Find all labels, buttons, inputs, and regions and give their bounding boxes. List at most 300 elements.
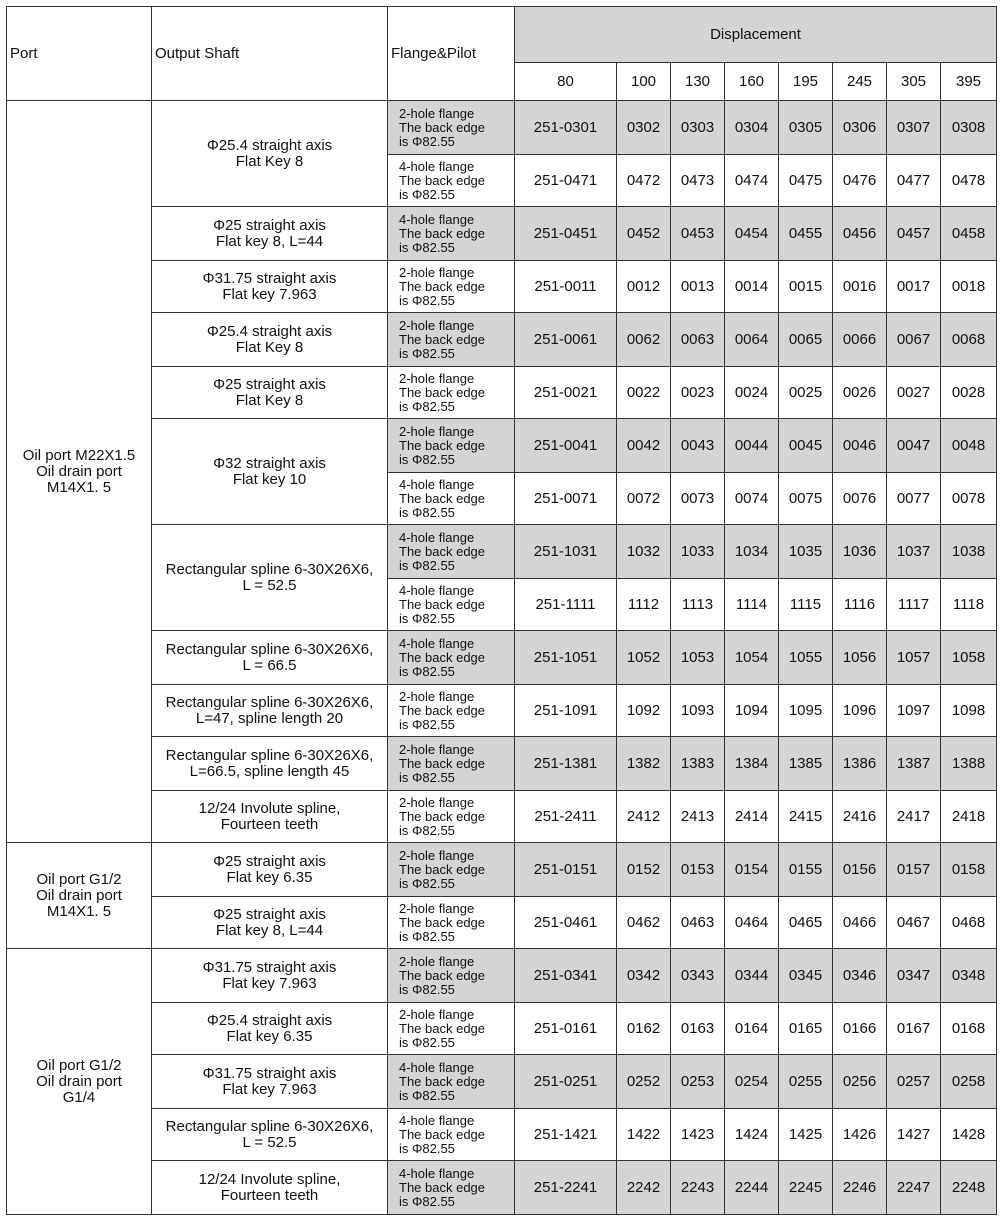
part-code-cell: 0076 — [833, 473, 887, 525]
header-displacement: Displacement — [515, 7, 997, 63]
flange-line: The back edge — [399, 490, 486, 506]
part-code-cell: 0162 — [617, 1003, 671, 1055]
part-code-cell: 2417 — [887, 791, 941, 843]
flange-line: The back edge — [399, 543, 486, 559]
output-shaft-cell — [152, 843, 388, 897]
table-row — [7, 261, 997, 313]
part-code-cell: 2418 — [941, 791, 997, 843]
part-code-cell: 2243 — [671, 1161, 725, 1215]
part-code-cell: 0254 — [725, 1055, 779, 1109]
part-code-cell: 0342 — [617, 949, 671, 1003]
output-shaft-line: Flat key 8, L=44 — [215, 232, 324, 250]
part-code-cell: 0303 — [671, 101, 725, 155]
displacement-80: 80 — [515, 63, 617, 101]
flange-line: 2-hole flange — [399, 741, 475, 757]
output-shaft-cell — [152, 1109, 388, 1161]
output-shaft-cell — [152, 1055, 388, 1109]
part-code-cell: 1054 — [725, 631, 779, 685]
product-table — [6, 6, 997, 1215]
part-code-cell: 2246 — [833, 1161, 887, 1215]
output-shaft-line: Fourteen teeth — [220, 1186, 319, 1204]
flange-pilot-cell — [388, 207, 515, 261]
output-shaft-line: Rectangular spline 6-30X26X6, — [165, 640, 374, 658]
displacement-195: 195 — [779, 63, 833, 101]
part-code-cell: 251-0061 — [515, 313, 617, 367]
port-line: G1/4 — [62, 1088, 96, 1106]
output-shaft-line: Flat key 7.963 — [222, 1080, 317, 1098]
header-output-shaft: Output Shaft — [152, 7, 388, 101]
table-row — [7, 419, 997, 473]
part-code-cell: 0302 — [617, 101, 671, 155]
table-row — [7, 1109, 997, 1161]
flange-pilot-cell — [388, 1109, 515, 1161]
flange-line: is Φ82.55 — [399, 1087, 455, 1103]
table-row — [7, 1055, 997, 1109]
output-shaft-line: Φ25.4 straight axis — [206, 136, 333, 154]
part-code-cell: 1035 — [779, 525, 833, 579]
table-row — [7, 791, 997, 843]
part-code-cell: 1115 — [779, 579, 833, 631]
part-code-cell: 0343 — [671, 949, 725, 1003]
part-code-cell: 0258 — [941, 1055, 997, 1109]
flange-line: 4-hole flange — [399, 476, 475, 492]
output-shaft-line: Flat key 6.35 — [226, 868, 313, 886]
output-shaft-cell — [152, 207, 388, 261]
flange-line: 2-hole flange — [399, 370, 475, 386]
flange-pilot-cell — [388, 367, 515, 419]
part-code-cell: 1037 — [887, 525, 941, 579]
part-code-cell: 1052 — [617, 631, 671, 685]
part-code-cell: 1384 — [725, 737, 779, 791]
flange-line: 2-hole flange — [399, 953, 475, 969]
part-code-cell: 251-0161 — [515, 1003, 617, 1055]
flange-line: is Φ82.55 — [399, 345, 455, 361]
port-line: Oil port G1/2 — [36, 1056, 122, 1074]
output-shaft-line: Flat key 10 — [232, 470, 307, 488]
part-code-cell: 0023 — [671, 367, 725, 419]
table-row — [7, 949, 997, 1003]
part-code-cell: 0452 — [617, 207, 671, 261]
port-cell — [7, 949, 152, 1215]
table-body — [7, 101, 997, 1215]
part-code-cell: 2413 — [671, 791, 725, 843]
part-code-cell: 251-1031 — [515, 525, 617, 579]
flange-line: 4-hole flange — [399, 211, 475, 227]
flange-pilot-cell — [388, 473, 515, 525]
part-code-cell: 1112 — [617, 579, 671, 631]
part-code-cell: 0022 — [617, 367, 671, 419]
port-line: M14X1. 5 — [46, 902, 112, 920]
output-shaft-line: L = 52.5 — [242, 1133, 297, 1151]
flange-line: The back edge — [399, 1073, 486, 1089]
output-shaft-line: L = 66.5 — [242, 656, 297, 674]
part-code-cell: 1113 — [671, 579, 725, 631]
table-row — [7, 737, 997, 791]
output-shaft-line: Φ31.75 straight axis — [202, 1064, 337, 1082]
part-code-cell: 0477 — [887, 155, 941, 207]
part-code-cell: 0466 — [833, 897, 887, 949]
part-code-cell: 0304 — [725, 101, 779, 155]
part-code-cell: 0065 — [779, 313, 833, 367]
flange-line: The back edge — [399, 331, 486, 347]
flange-line: The back edge — [399, 649, 486, 665]
part-code-cell: 0072 — [617, 473, 671, 525]
part-code-cell: 0062 — [617, 313, 671, 367]
flange-line: 4-hole flange — [399, 635, 475, 651]
part-code-cell: 0042 — [617, 419, 671, 473]
output-shaft-line: Φ31.75 straight axis — [202, 958, 337, 976]
part-code-cell: 0307 — [887, 101, 941, 155]
port-cell — [7, 101, 152, 843]
output-shaft-line: Flat Key 8 — [235, 152, 304, 170]
output-shaft-cell — [152, 791, 388, 843]
part-code-cell: 0015 — [779, 261, 833, 313]
output-shaft-cell — [152, 419, 388, 525]
part-code-cell: 0454 — [725, 207, 779, 261]
part-code-cell: 0017 — [887, 261, 941, 313]
output-shaft-line: Flat Key 8 — [235, 391, 304, 409]
part-code-cell: 0152 — [617, 843, 671, 897]
part-code-cell: 1116 — [833, 579, 887, 631]
output-shaft-cell — [152, 1161, 388, 1215]
part-code-cell: 1426 — [833, 1109, 887, 1161]
table-row — [7, 1161, 997, 1215]
flange-line: is Φ82.55 — [399, 981, 455, 997]
output-shaft-line: L=66.5, spline length 45 — [189, 762, 350, 780]
part-code-cell: 0306 — [833, 101, 887, 155]
port-line: Oil port M22X1.5 — [22, 446, 136, 464]
output-shaft-line: Φ25.4 straight axis — [206, 322, 333, 340]
part-code-cell: 2414 — [725, 791, 779, 843]
part-code-cell: 0257 — [887, 1055, 941, 1109]
part-code-cell: 251-0341 — [515, 949, 617, 1003]
output-shaft-line: Φ25.4 straight axis — [206, 1011, 333, 1029]
part-code-cell: 0253 — [671, 1055, 725, 1109]
part-code-cell: 1423 — [671, 1109, 725, 1161]
part-code-cell: 251-0251 — [515, 1055, 617, 1109]
flange-line: The back edge — [399, 1179, 486, 1195]
part-code-cell: 1382 — [617, 737, 671, 791]
flange-pilot-cell — [388, 949, 515, 1003]
table-row — [7, 685, 997, 737]
flange-line: is Φ82.55 — [399, 292, 455, 308]
part-code-cell: 0473 — [671, 155, 725, 207]
flange-line: is Φ82.55 — [399, 186, 455, 202]
flange-line: The back edge — [399, 1020, 486, 1036]
flange-line: The back edge — [399, 702, 486, 718]
part-code-cell: 0468 — [941, 897, 997, 949]
part-code-cell: 1385 — [779, 737, 833, 791]
flange-line: is Φ82.55 — [399, 239, 455, 255]
table-row — [7, 631, 997, 685]
flange-pilot-cell — [388, 261, 515, 313]
flange-line: is Φ82.55 — [399, 1034, 455, 1050]
flange-line: is Φ82.55 — [399, 875, 455, 891]
output-shaft-cell — [152, 949, 388, 1003]
part-code-cell: 1424 — [725, 1109, 779, 1161]
part-code-cell: 2242 — [617, 1161, 671, 1215]
part-code-cell: 0476 — [833, 155, 887, 207]
part-code-cell: 2247 — [887, 1161, 941, 1215]
part-code-cell: 0158 — [941, 843, 997, 897]
part-code-cell: 1097 — [887, 685, 941, 737]
output-shaft-line: Φ25 straight axis — [213, 905, 326, 923]
displacement-160: 160 — [725, 63, 779, 101]
flange-pilot-cell — [388, 791, 515, 843]
output-shaft-line: Φ25 straight axis — [213, 375, 326, 393]
flange-line: The back edge — [399, 808, 486, 824]
part-code-cell: 0066 — [833, 313, 887, 367]
output-shaft-line: Φ25 straight axis — [213, 852, 326, 870]
flange-pilot-cell — [388, 897, 515, 949]
part-code-cell: 0456 — [833, 207, 887, 261]
part-code-cell: 1094 — [725, 685, 779, 737]
flange-line: 2-hole flange — [399, 264, 475, 280]
part-code-cell: 0078 — [941, 473, 997, 525]
flange-line: 2-hole flange — [399, 317, 475, 333]
flange-pilot-cell — [388, 579, 515, 631]
part-code-cell: 2415 — [779, 791, 833, 843]
displacement-245: 245 — [833, 63, 887, 101]
output-shaft-cell — [152, 1003, 388, 1055]
part-code-cell: 2244 — [725, 1161, 779, 1215]
output-shaft-cell — [152, 737, 388, 791]
part-code-cell: 251-0071 — [515, 473, 617, 525]
part-code-cell: 0075 — [779, 473, 833, 525]
part-code-cell: 0068 — [941, 313, 997, 367]
part-code-cell: 1033 — [671, 525, 725, 579]
header-flange-pilot: Flange&Pilot — [388, 7, 515, 101]
flange-line: 2-hole flange — [399, 105, 475, 121]
part-code-cell: 1038 — [941, 525, 997, 579]
output-shaft-line: L=47, spline length 20 — [195, 709, 344, 727]
part-code-cell: 0475 — [779, 155, 833, 207]
flange-line: 2-hole flange — [399, 847, 475, 863]
part-code-cell: 0462 — [617, 897, 671, 949]
part-code-cell: 0156 — [833, 843, 887, 897]
part-code-cell: 0348 — [941, 949, 997, 1003]
output-shaft-cell — [152, 367, 388, 419]
part-code-cell: 0163 — [671, 1003, 725, 1055]
part-code-cell: 1036 — [833, 525, 887, 579]
table-row — [7, 897, 997, 949]
output-shaft-cell — [152, 897, 388, 949]
part-code-cell: 0013 — [671, 261, 725, 313]
flange-line: 2-hole flange — [399, 900, 475, 916]
part-code-cell: 0255 — [779, 1055, 833, 1109]
flange-line: 2-hole flange — [399, 688, 475, 704]
flange-line: 4-hole flange — [399, 1112, 475, 1128]
part-code-cell: 1032 — [617, 525, 671, 579]
part-code-cell: 0164 — [725, 1003, 779, 1055]
part-code-cell: 251-1111 — [515, 579, 617, 631]
output-shaft-line: L = 52.5 — [242, 576, 297, 594]
part-code-cell: 0154 — [725, 843, 779, 897]
part-code-cell: 1093 — [671, 685, 725, 737]
table-row — [7, 101, 997, 155]
flange-line: is Φ82.55 — [399, 504, 455, 520]
part-code-cell: 2248 — [941, 1161, 997, 1215]
output-shaft-cell — [152, 685, 388, 737]
output-shaft-line: Φ25 straight axis — [213, 216, 326, 234]
flange-pilot-cell — [388, 313, 515, 367]
part-code-cell: 1096 — [833, 685, 887, 737]
flange-line: The back edge — [399, 1126, 486, 1142]
part-code-cell: 1053 — [671, 631, 725, 685]
part-code-cell: 251-1051 — [515, 631, 617, 685]
port-line: Oil drain port — [36, 886, 122, 904]
port-line: Oil port G1/2 — [36, 870, 122, 888]
part-code-cell: 0455 — [779, 207, 833, 261]
part-code-cell: 1055 — [779, 631, 833, 685]
output-shaft-cell — [152, 261, 388, 313]
flange-line: is Φ82.55 — [399, 398, 455, 414]
part-code-cell: 0046 — [833, 419, 887, 473]
part-code-cell: 251-0011 — [515, 261, 617, 313]
flange-pilot-cell — [388, 631, 515, 685]
flange-line: The back edge — [399, 755, 486, 771]
part-code-cell: 0047 — [887, 419, 941, 473]
part-code-cell: 0028 — [941, 367, 997, 419]
part-code-cell: 0063 — [671, 313, 725, 367]
flange-line: The back edge — [399, 225, 486, 241]
part-code-cell: 0345 — [779, 949, 833, 1003]
flange-line: 4-hole flange — [399, 1165, 475, 1181]
flange-line: 2-hole flange — [399, 794, 475, 810]
output-shaft-line: Φ32 straight axis — [213, 454, 326, 472]
part-code-cell: 0463 — [671, 897, 725, 949]
part-code-cell: 2245 — [779, 1161, 833, 1215]
flange-pilot-cell — [388, 1161, 515, 1215]
output-shaft-line: Flat Key 8 — [235, 338, 304, 356]
table-row — [7, 367, 997, 419]
part-code-cell: 251-2411 — [515, 791, 617, 843]
part-code-cell: 0256 — [833, 1055, 887, 1109]
part-code-cell: 1427 — [887, 1109, 941, 1161]
part-code-cell: 1386 — [833, 737, 887, 791]
part-code-cell: 0165 — [779, 1003, 833, 1055]
part-code-cell: 1114 — [725, 579, 779, 631]
flange-line: The back edge — [399, 596, 486, 612]
part-code-cell: 0166 — [833, 1003, 887, 1055]
flange-line: is Φ82.55 — [399, 133, 455, 149]
part-code-cell: 0474 — [725, 155, 779, 207]
output-shaft-line: Flat key 7.963 — [222, 285, 317, 303]
part-code-cell: 0018 — [941, 261, 997, 313]
part-code-cell: 1383 — [671, 737, 725, 791]
flange-pilot-cell — [388, 685, 515, 737]
part-code-cell: 0043 — [671, 419, 725, 473]
header-port: Port — [7, 7, 152, 101]
part-code-cell: 251-0471 — [515, 155, 617, 207]
output-shaft-line: Flat key 7.963 — [222, 974, 317, 992]
flange-line: The back edge — [399, 914, 486, 930]
table-row — [7, 843, 997, 897]
output-shaft-line: 12/24 Involute spline, — [198, 1170, 341, 1188]
part-code-cell: 1095 — [779, 685, 833, 737]
part-code-cell: 251-0151 — [515, 843, 617, 897]
table-row — [7, 525, 997, 579]
flange-pilot-cell — [388, 843, 515, 897]
displacement-100: 100 — [617, 63, 671, 101]
flange-line: 4-hole flange — [399, 1059, 475, 1075]
flange-pilot-cell — [388, 155, 515, 207]
part-code-cell: 0077 — [887, 473, 941, 525]
flange-line: The back edge — [399, 119, 486, 135]
flange-line: is Φ82.55 — [399, 769, 455, 785]
part-code-cell: 251-0041 — [515, 419, 617, 473]
part-code-cell: 251-0461 — [515, 897, 617, 949]
port-line: Oil drain port — [36, 1072, 122, 1090]
flange-line: is Φ82.55 — [399, 451, 455, 467]
flange-pilot-cell — [388, 419, 515, 473]
part-code-cell: 1387 — [887, 737, 941, 791]
flange-pilot-cell — [388, 525, 515, 579]
part-code-cell: 0347 — [887, 949, 941, 1003]
part-code-cell: 0465 — [779, 897, 833, 949]
displacement-130: 130 — [671, 63, 725, 101]
flange-line: is Φ82.55 — [399, 822, 455, 838]
flange-line: is Φ82.55 — [399, 928, 455, 944]
part-code-cell: 251-2241 — [515, 1161, 617, 1215]
flange-line: is Φ82.55 — [399, 663, 455, 679]
part-code-cell: 0012 — [617, 261, 671, 313]
flange-line: 4-hole flange — [399, 529, 475, 545]
flange-line: is Φ82.55 — [399, 557, 455, 573]
part-code-cell: 0308 — [941, 101, 997, 155]
part-code-cell: 0472 — [617, 155, 671, 207]
output-shaft-cell — [152, 101, 388, 207]
output-shaft-line: Rectangular spline 6-30X26X6, — [165, 693, 374, 711]
part-code-cell: 1057 — [887, 631, 941, 685]
part-code-cell: 0168 — [941, 1003, 997, 1055]
part-code-cell: 0024 — [725, 367, 779, 419]
part-code-cell: 0026 — [833, 367, 887, 419]
flange-line: is Φ82.55 — [399, 1193, 455, 1209]
flange-line: 4-hole flange — [399, 158, 475, 174]
part-code-cell: 2412 — [617, 791, 671, 843]
part-code-cell: 0155 — [779, 843, 833, 897]
part-code-cell: 251-0301 — [515, 101, 617, 155]
part-code-cell: 0305 — [779, 101, 833, 155]
flange-line: 2-hole flange — [399, 1006, 475, 1022]
part-code-cell: 0252 — [617, 1055, 671, 1109]
part-code-cell: 251-0021 — [515, 367, 617, 419]
output-shaft-line: Flat key 6.35 — [226, 1027, 313, 1045]
output-shaft-line: Φ31.75 straight axis — [202, 269, 337, 287]
part-code-cell: 0027 — [887, 367, 941, 419]
part-code-cell: 2416 — [833, 791, 887, 843]
part-code-cell: 0157 — [887, 843, 941, 897]
part-code-cell: 0074 — [725, 473, 779, 525]
part-code-cell: 0064 — [725, 313, 779, 367]
output-shaft-cell — [152, 631, 388, 685]
part-code-cell: 0458 — [941, 207, 997, 261]
flange-line: The back edge — [399, 278, 486, 294]
output-shaft-line: Flat key 8, L=44 — [215, 921, 324, 939]
table-row — [7, 1003, 997, 1055]
flange-line: is Φ82.55 — [399, 1140, 455, 1156]
output-shaft-line: 12/24 Involute spline, — [198, 799, 341, 817]
output-shaft-cell — [152, 313, 388, 367]
table-row — [7, 207, 997, 261]
output-shaft-line: Rectangular spline 6-30X26X6, — [165, 1117, 374, 1135]
part-code-cell: 0346 — [833, 949, 887, 1003]
part-code-cell: 251-1421 — [515, 1109, 617, 1161]
flange-pilot-cell — [388, 1003, 515, 1055]
flange-pilot-cell — [388, 737, 515, 791]
part-code-cell: 251-1091 — [515, 685, 617, 737]
